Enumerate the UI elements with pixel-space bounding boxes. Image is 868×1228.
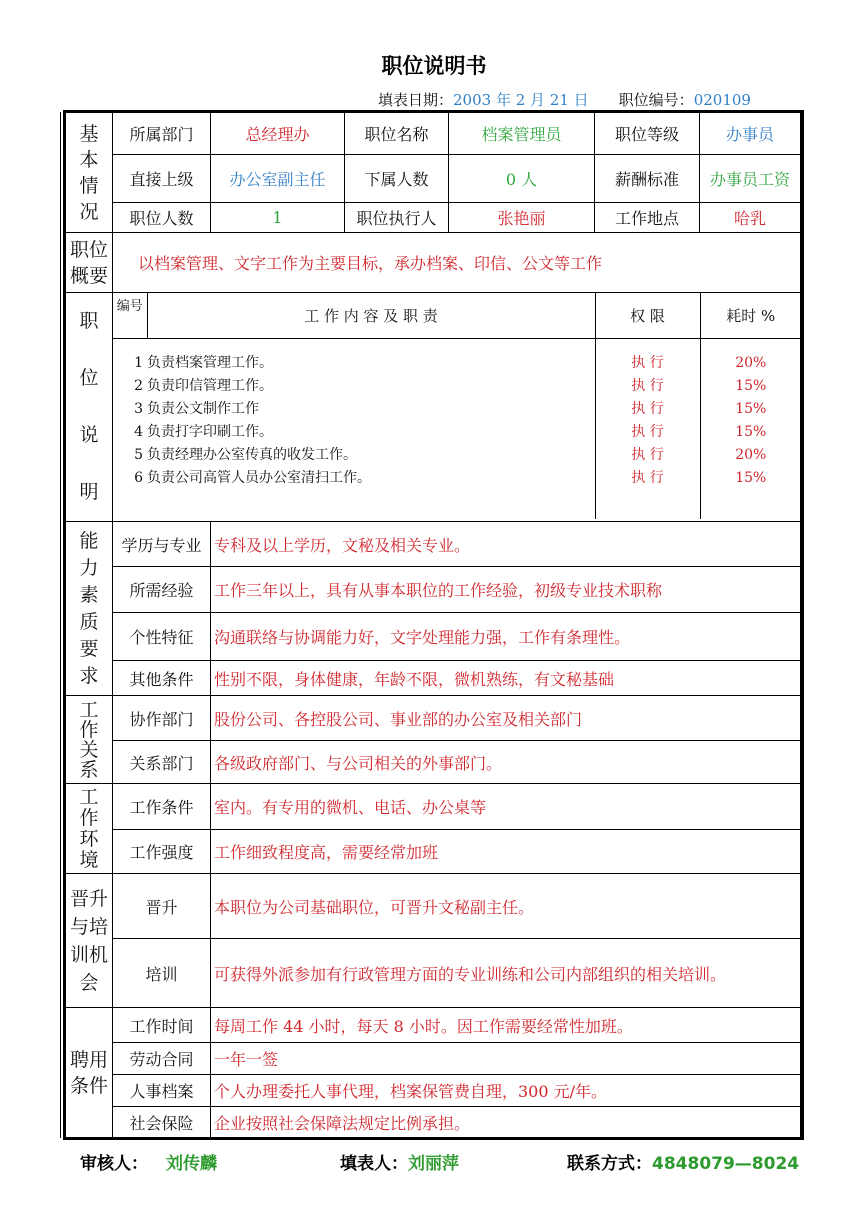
section-ability: 能力素质要求	[66, 522, 113, 696]
fill-date-label: 填表日期：	[378, 91, 454, 109]
intensity-value: 工作细致程度高，需要经常加班	[211, 830, 801, 874]
duty-no: 1	[134, 354, 143, 371]
personality-label: 个性特征	[113, 613, 211, 661]
contract-label: 劳动合同	[113, 1043, 211, 1075]
duty-content: 负责公文制作工作	[147, 400, 259, 417]
overview-text: 以档案管理、文字工作为主要目标，承办档案、印信、公文等工作	[113, 233, 801, 293]
file-value: 个人办理委托人事代理，档案保管费自理，300 元/年。	[211, 1075, 801, 1107]
duty-time: 15%	[735, 400, 767, 417]
coop-value: 股份公司、各控股公司、事业部的办公室及相关部门	[211, 696, 801, 741]
personality-value: 沟通联络与协调能力好，文字处理能力强，工作有条理性。	[211, 613, 801, 661]
section-overview: 职位概要	[66, 233, 113, 293]
location-value: 哈乳	[700, 203, 801, 233]
position-no: 020109	[693, 91, 751, 109]
coop-label: 协作部门	[113, 696, 211, 741]
section-career: 晋升与培训机会	[66, 874, 113, 1008]
train-value: 可获得外派参加有行政管理方面的专业训练和公司内部组织的相关培训。	[211, 939, 801, 1008]
contact	[567, 1149, 799, 1174]
duty-no: 2	[134, 377, 143, 394]
education-value: 专科及以上学历，文秘及相关专业。	[211, 522, 801, 567]
experience-label: 所需经验	[113, 567, 211, 613]
cond-value: 室内。有专用的微机、电话、办公桌等	[211, 784, 801, 830]
intensity-label: 工作强度	[113, 830, 211, 874]
location-label: 工作地点	[595, 203, 700, 233]
position-no-label: 职位编号：	[618, 91, 694, 109]
duty-time: 20%	[735, 354, 767, 371]
dept-value: 总经理办	[211, 113, 345, 155]
duty-time: 15%	[735, 377, 767, 394]
executor-label: 职位执行人	[345, 203, 449, 233]
duties-col-time: 耗时 %	[700, 293, 801, 338]
page-title: 职位说明书	[381, 54, 487, 78]
superior-label: 直接上级	[113, 155, 211, 203]
other-value: 性别不限，身体健康，年龄不限，微机熟练，有文秘基础	[211, 661, 801, 696]
duty-content: 负责公司高管人员办公室清扫工作。	[147, 469, 371, 486]
executor-value: 张艳丽	[449, 203, 595, 233]
contact-value: 4848079—8024	[652, 1154, 800, 1174]
duty-no: 5	[134, 446, 143, 463]
promo-label: 晋升	[113, 874, 211, 939]
hours-label: 工作时间	[113, 1008, 211, 1043]
reviewer	[80, 1149, 217, 1174]
duty-content: 负责印信管理工作。	[147, 377, 273, 394]
superior-value: 办公室副主任	[211, 155, 345, 203]
contract-value: 一年一签	[211, 1043, 801, 1075]
subordinates-label: 下属人数	[345, 155, 449, 203]
duty-authority: 执 行	[631, 400, 664, 417]
filler-label: 填表人：	[340, 1154, 408, 1174]
salary-value: 办事员工资	[700, 155, 801, 203]
duty-content: 负责档案管理工作。	[147, 354, 273, 371]
duty-time: 15%	[735, 469, 767, 486]
duty-authority: 执 行	[631, 354, 664, 371]
duty-no: 6	[134, 469, 143, 486]
duties-col-content: 工 作 内 容 及 职 责	[147, 293, 595, 338]
grade-value: 办事员	[700, 113, 801, 155]
filler	[340, 1149, 459, 1174]
duty-authority: 执 行	[631, 446, 664, 463]
insurance-value: 企业按照社会保障法规定比例承担。	[211, 1107, 801, 1138]
contact-label: 联系方式：	[567, 1154, 652, 1174]
duty-no: 4	[134, 423, 143, 440]
duty-content: 负责打字印刷工作。	[147, 423, 273, 440]
headcount-label: 职位人数	[113, 203, 211, 233]
section-environment: 工作环境	[66, 784, 113, 874]
cond-label: 工作条件	[113, 784, 211, 830]
duty-content: 负责经理办公室传真的收发工作。	[147, 446, 357, 463]
section-basic: 基本情况	[66, 113, 113, 233]
job-description-form	[63, 110, 804, 1140]
education-label: 学历与专业	[113, 522, 211, 567]
insurance-label: 社会保险	[113, 1107, 211, 1138]
reviewer-value: 刘传麟	[166, 1154, 217, 1174]
reviewer-label: 审核人：	[80, 1154, 148, 1174]
hours-value: 每周工作 44 小时，每天 8 小时。因工作需要经常性加班。	[211, 1008, 801, 1043]
duty-authority: 执 行	[631, 377, 664, 394]
salary-label: 薪酬标准	[595, 155, 700, 203]
duties-col-no: 编号	[113, 293, 147, 338]
section-relations: 工作关系	[66, 696, 113, 784]
rel-label: 关系部门	[113, 741, 211, 784]
rel-value: 各级政府部门、与公司相关的外事部门。	[211, 741, 801, 784]
other-label: 其他条件	[113, 661, 211, 696]
train-label: 培训	[113, 939, 211, 1008]
name-value: 档案管理员	[449, 113, 595, 155]
section-employment: 聘用条件	[66, 1008, 113, 1138]
duty-authority: 执 行	[631, 469, 664, 486]
dept-label: 所属部门	[113, 113, 211, 155]
duty-time: 15%	[735, 423, 767, 440]
grade-label: 职位等级	[595, 113, 700, 155]
duties-table	[113, 293, 801, 519]
promo-value: 本职位为公司基础职位，可晋升文秘副主任。	[211, 874, 801, 939]
duty-authority: 执 行	[631, 423, 664, 440]
fill-date: 2003 年 2 月 21 日	[453, 91, 589, 109]
duty-no: 3	[134, 400, 143, 417]
date-line	[378, 89, 751, 110]
filler-value: 刘丽萍	[408, 1154, 459, 1174]
experience-value: 工作三年以上，具有从事本职位的工作经验，初级专业技术职称	[211, 567, 801, 613]
section-duties: 职位说明	[66, 293, 113, 522]
file-label: 人事档案	[113, 1075, 211, 1107]
duty-time: 20%	[735, 446, 767, 463]
subordinates-value: 0 人	[449, 155, 595, 203]
duties-col-authority: 权 限	[595, 293, 700, 338]
headcount-value: 1	[211, 203, 345, 233]
name-label: 职位名称	[345, 113, 449, 155]
